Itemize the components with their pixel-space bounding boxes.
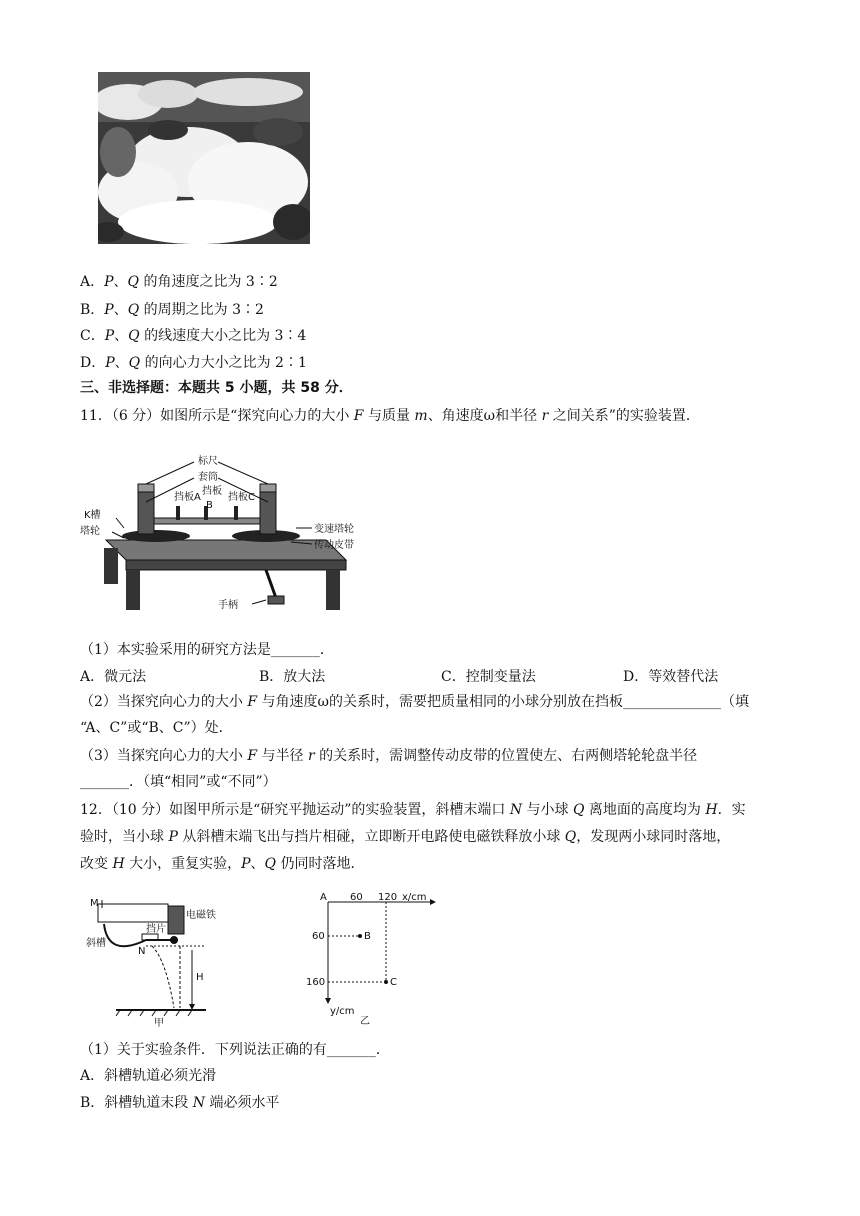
label-yunit: y/cm: [330, 1006, 355, 1017]
text: 、角速度ω和半径: [427, 408, 542, 424]
q11-part1-options: [80, 666, 780, 686]
option-letter: C．: [80, 328, 105, 344]
text: 仍同时落地．: [276, 856, 365, 872]
text: （2）当探究向心力的大小: [80, 694, 248, 710]
text: 从斜槽末端飞出与挡片相碰，立即断开电路使电磁铁释放小球: [177, 829, 565, 845]
label-taotong: 套筒: [198, 472, 218, 483]
var-p: P: [104, 328, 115, 344]
label-biansu: 变速塔轮: [314, 524, 354, 535]
var-q: Q: [264, 856, 277, 872]
q12-stem-line2: [80, 827, 730, 847]
section3-heading: 三、非选择题：本题共 5 小题，共 58 分．: [80, 380, 353, 396]
option-c: C．控制变量法: [441, 669, 536, 685]
label-yi: 乙: [360, 1016, 370, 1027]
sep: 、: [114, 328, 129, 344]
projectile-apparatus-figure: [86, 890, 216, 1030]
label-h: H: [196, 972, 204, 983]
sep: 、: [113, 302, 128, 318]
var-n: N: [192, 1095, 205, 1111]
sep: 、: [114, 355, 129, 371]
var-q: Q: [564, 829, 577, 845]
cloud-figure: [98, 72, 310, 244]
text: ．实: [717, 802, 746, 818]
label-shoubing: 手柄: [218, 600, 238, 611]
text: 的关系时，需调整传动皮带的位置使左、右两侧塔轮轮盘半径: [314, 748, 698, 764]
var-n: N: [509, 802, 523, 818]
text: 12．（10 分）如图甲所示是“研究平抛运动”的实验装置，斜槽末端口: [80, 802, 510, 818]
text: 之间关系”的实验装置．: [548, 408, 700, 424]
label-pidai: 传动皮带: [314, 540, 354, 551]
label-y160: 160: [306, 977, 326, 988]
label-y60: 60: [312, 931, 325, 942]
q10-option-c: [80, 326, 306, 346]
text: 端必须水平: [205, 1095, 280, 1111]
var-r: r: [541, 408, 549, 424]
q11-part2-line1: [80, 692, 749, 712]
var-h: H: [705, 802, 718, 818]
label-n: N: [138, 946, 146, 957]
var-q: Q: [127, 302, 140, 318]
option-text: 的角速度之比为 3∶2: [139, 274, 278, 290]
option-b: B．放大法: [259, 669, 326, 685]
text: 验时，当小球: [80, 829, 169, 845]
coordinate-grid-figure: [306, 890, 436, 1030]
q12-option-b: [80, 1093, 279, 1113]
label-b: B: [364, 931, 371, 942]
var-p: P: [104, 274, 114, 290]
option-text: 的周期之比为 3∶2: [139, 302, 264, 318]
label-talun: 塔轮: [80, 526, 100, 537]
label-jia: 甲: [154, 1018, 164, 1029]
option-text: 的向心力大小之比为 2∶1: [140, 355, 307, 371]
sep: 、: [113, 274, 128, 290]
q10-option-a: [80, 272, 278, 292]
label-x60: 60: [350, 892, 363, 903]
var-p: P: [104, 302, 114, 318]
var-f: F: [353, 408, 364, 424]
label-a: A: [320, 892, 327, 903]
option-a: A．微元法: [80, 669, 147, 685]
q11-part3-line2: _______．（填“相同”或“不同”）: [80, 774, 277, 790]
var-p: P: [168, 829, 178, 845]
q12-stem-line1: [80, 800, 746, 820]
label-xiecao: 斜槽: [86, 938, 106, 949]
q12-option-a: A．斜槽轨道必须光滑: [80, 1068, 217, 1084]
option-letter: A．: [80, 274, 105, 290]
var-f: F: [247, 694, 258, 710]
text: 、: [250, 856, 265, 872]
q11-part1: （1）本实验采用的研究方法是_______．: [80, 642, 334, 658]
label-kcao: K槽: [84, 510, 101, 521]
label-m: M: [90, 898, 99, 909]
q10-option-d: [80, 353, 307, 373]
text: 与小球: [522, 802, 573, 818]
var-h: H: [112, 856, 125, 872]
var-q: Q: [128, 355, 141, 371]
label-c: C: [390, 977, 397, 988]
q11-part3-line1: [80, 746, 697, 766]
option-d: D．等效替代法: [623, 669, 719, 685]
text: 与半径: [257, 748, 308, 764]
text: ，发现两小球同时落地，: [576, 829, 731, 845]
label-dangban-c: 挡板C: [228, 492, 255, 503]
text: 与质量: [363, 408, 415, 424]
label-dianci: 电磁铁: [186, 910, 216, 921]
q12-part1: （1）关于实验条件．下列说法正确的有_______．: [80, 1042, 390, 1058]
text: （3）当探究向心力的大小: [80, 748, 248, 764]
var-r: r: [307, 748, 315, 764]
centripetal-apparatus-figure: [76, 448, 376, 616]
option-letter: D．: [80, 355, 106, 371]
label-b: B: [206, 500, 213, 511]
option-letter: B．: [80, 302, 105, 318]
q11-stem: [80, 406, 700, 426]
label-xunit: x/cm: [402, 892, 427, 903]
q12-stem-line3: [80, 854, 364, 874]
var-q: Q: [573, 802, 585, 818]
var-p: P: [241, 856, 251, 872]
text: 与角速度ω的关系时，需要把质量相同的小球分别放在挡板______________（填: [257, 694, 749, 710]
q10-option-b: [80, 300, 264, 320]
label-dangban-a: 挡板A: [174, 492, 201, 503]
text: 离地面的高度均为: [584, 802, 706, 818]
text: 11．（6 分）如图所示是“探究向心力的大小: [80, 408, 354, 424]
option-text: 的线速度大小之比为 3∶4: [139, 328, 307, 344]
var-p: P: [105, 355, 115, 371]
label-x120: 120: [378, 892, 398, 903]
q11-part2-line2: “A、C”或“B、C”）处．: [80, 720, 233, 736]
label-biaochi: 标尺: [198, 456, 218, 467]
text: 大小，重复实验，: [124, 856, 242, 872]
label-dangban: 挡板: [202, 486, 222, 497]
var-f: F: [247, 748, 258, 764]
var-q: Q: [127, 274, 140, 290]
label-dangpian: 挡片: [146, 924, 166, 935]
var-m: m: [414, 408, 428, 424]
text: B．斜槽轨道末段: [80, 1095, 193, 1111]
var-q: Q: [128, 328, 140, 344]
cloud-image: [98, 72, 310, 244]
text: 改变: [80, 856, 113, 872]
